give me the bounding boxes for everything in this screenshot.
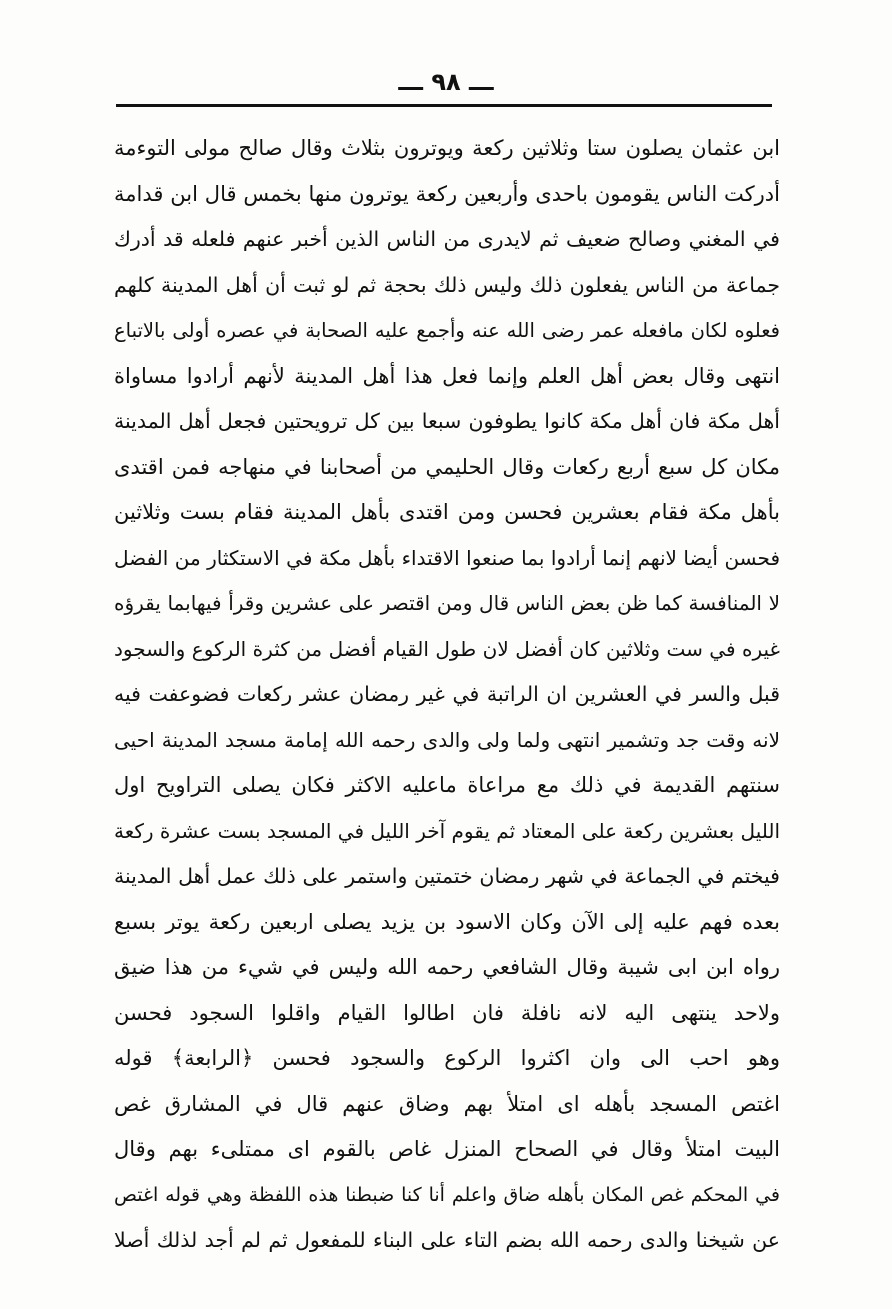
text-line: انتهى وقال بعض أهل العلم وإنما فعل هذا أهل المدينة لأنهم أرادوا مساواة: [114, 363, 780, 388]
text-line: قبل والسر في العشرين ان الراتبة في غير رمضان عشر ركعات فضوعفت فيه: [114, 682, 780, 706]
text-line: فحسن أيضا لانهم إنما أرادوا بما صنعوا الاقتداء بأهل مكة في الاستكثار من الفضل: [114, 545, 780, 570]
text-line: مكان كل سبع أربع ركعات وقال الحليمي من أصحابنا في منهاجه فمن اقتدى: [114, 454, 780, 479]
text-line: وهو احب الى وان اكثروا الركوع والسجود فحسن ﴿الرابعة﴾ قوله: [114, 1046, 780, 1070]
text-line: في المحكم غص المكان بأهله ضاق واعلم أنا كنا ضبطنا هذه اللفظة وهي قوله اغتص: [114, 1183, 780, 1206]
text-line: فعلوه لكان مافعله عمر رضى الله عنه وأجمع عليه الصحابة في عصره أولى بالاتباع: [114, 319, 780, 342]
page-header: [0, 62, 892, 102]
text-line: غيره في ست وثلاثين كان أفضل لان طول القيام أفضل من كثرة الركوع والسجود: [114, 636, 780, 661]
text-line: بأهل مكة فقام بعشرين فحسن ومن اقتدى بأهل المدينة فقام بست وثلاثين: [114, 500, 780, 524]
text-line: لانه وقت جد وتشمير انتهى ولما ولى والدى رحمه الله إمامة مسجد المدينة احيى: [114, 727, 780, 752]
text-line: بعده فهم عليه إلى الآن وكان الاسود بن يزيد يصلى اربعين ركعة يوتر بسبع: [114, 909, 780, 934]
text-line: البيت امتلأ وقال في الصحاح المنزل غاص بالقوم اى ممتلىء بهم وقال: [114, 1137, 780, 1161]
text-line: رواه ابن ابى شيبة وقال الشافعي رحمه الله وليس في شيء من هذا ضيق: [114, 955, 780, 979]
text-line: سنتهم القديمة في ذلك مع مراعاة ماعليه الاكثر فكان يصلى التراويح اول: [114, 773, 780, 797]
text-line: أدركت الناس يقومون باحدى وأربعين ركعة يوترون منها بخمس قال ابن قدامة: [114, 181, 780, 206]
text-line: عن شيخنا والدى رحمه الله بضم التاء على البناء للمفعول ثم لم أجد لذلك أصلا: [114, 1228, 780, 1252]
text-line: اغتص المسجد بأهله اى امتلأ بهم وضاق عنهم قال في المشارق غص: [114, 1091, 780, 1116]
text-line: ولاحد ينتهى اليه لانه نافلة فان اطالوا القيام واقلوا السجود فحسن: [114, 1000, 780, 1025]
page-number: ـــ ٩٨ ـــ: [398, 68, 494, 96]
text-line: جماعة من الناس يفعلون ذلك وليس ذلك بحجة ثم لو ثبت أن أهل المدينة كلهم: [114, 272, 780, 297]
text-line: في المغني وصالح ضعيف ثم لايدرى من الناس الذين أخبر عنهم فلعله قد أدرك: [114, 227, 780, 251]
body-text: [114, 126, 780, 1264]
text-line: أهل مكة فان أهل مكة كانوا يطوفون سبعا بين كل ترويحتين فجعل أهل المدينة: [114, 409, 780, 433]
text-line: لا المنافسة كما ظن بعض الناس قال ومن اقتصر على عشرين وقرأ فيهابما يقرؤه: [114, 591, 780, 615]
text-line: الليل بعشرين ركعة على المعتاد ثم يقوم آخر الليل في المسجد بست عشرة ركعة: [114, 818, 780, 843]
text-line: ابن عثمان يصلون ستا وثلاثين ركعة ويوترون بثلاث وقال صالح مولى التوءمة: [114, 136, 780, 160]
header-rule: [116, 104, 772, 107]
text-line: فيختم في الجماعة في شهر رمضان ختمتين واستمر على ذلك عمل أهل المدينة: [114, 864, 780, 888]
